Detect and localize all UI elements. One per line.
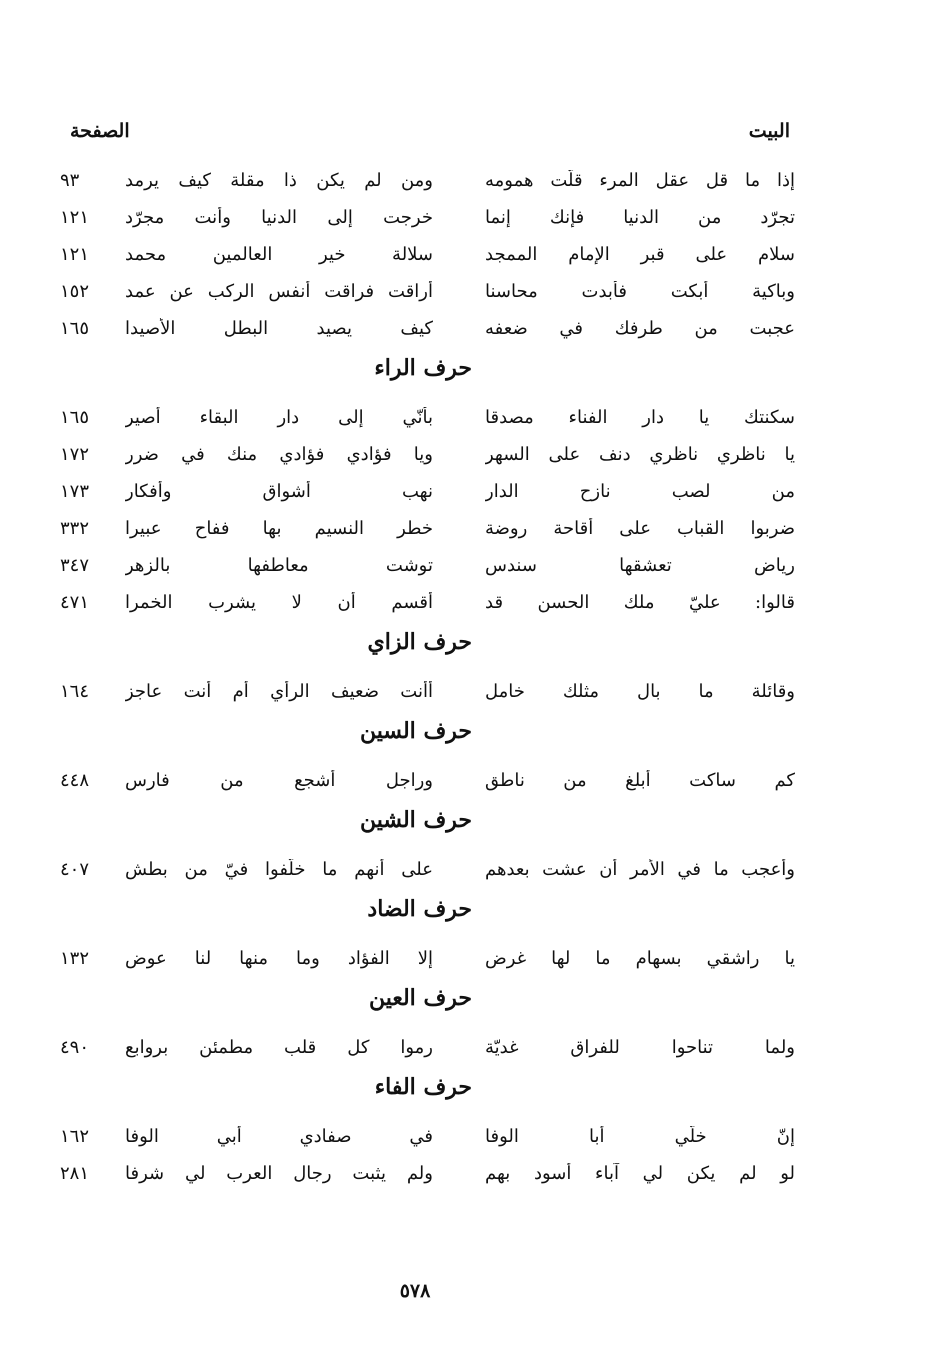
first-hemistich: قالوا: عليّ ملك الحسن قد — [485, 592, 795, 613]
verse-row — [0, 273, 940, 310]
verse-row — [0, 851, 940, 888]
page-reference: ١٦٤ — [60, 681, 90, 702]
page-reference: ١٦٥ — [60, 407, 90, 428]
page-reference: ٩٣ — [60, 170, 80, 191]
page-reference: ٢٨١ — [60, 1163, 90, 1184]
second-hemistich: نهب أشواق وأفكار — [125, 481, 433, 502]
verse-row — [0, 510, 940, 547]
first-hemistich: إذا ما قل عقل المرء قلّت همومه — [485, 170, 795, 191]
first-hemistich: وقائلة ما بال مثلك خامل — [485, 681, 795, 702]
first-hemistich: وأعجب ما في الأمر أن عشت بعدهم — [485, 859, 795, 880]
verse-row — [0, 199, 940, 236]
page-reference: ١٢١ — [60, 244, 90, 265]
second-hemistich: أقسم أن لا يشرب الخمرا — [125, 592, 433, 613]
page-reference: ٣٤٧ — [60, 555, 90, 576]
first-hemistich: رياض تعشقها سندس — [485, 555, 795, 576]
section-heading-text: حرف الشين — [359, 807, 472, 833]
section-heading — [0, 621, 940, 673]
first-hemistich: تجرّد من الدنيا فإنك إنما — [485, 207, 795, 228]
index-section — [0, 888, 940, 977]
section-heading-text: حرف الضاد — [367, 896, 472, 922]
section-heading-text: حرف الزاي — [367, 629, 472, 655]
index-section — [0, 799, 940, 888]
second-hemistich: توشت معاطفها بالزهر — [125, 555, 433, 576]
section-heading — [0, 888, 940, 940]
second-hemistich: رموا كل قلب مطمئن بروابع — [125, 1037, 433, 1058]
second-hemistich: ومن لم يكن ذا مقلة كيف يرمد — [125, 170, 433, 191]
second-hemistich: أأنت ضعيف الرأي أم أنت عاجز — [125, 681, 433, 702]
index-section — [0, 347, 940, 621]
page-number: ٥٧٨ — [399, 1280, 431, 1302]
first-hemistich: عجبت من طرفك في ضعفه — [485, 318, 795, 339]
second-hemistich: كيف يصيد البطل الأصيدا — [125, 318, 433, 339]
page-reference: ٤٩٠ — [60, 1037, 90, 1058]
second-hemistich: خرجت إلى الدنيا وأنت مجرّد — [125, 207, 433, 228]
second-hemistich: ويا فؤادي فؤادي منك في ضرر — [125, 444, 433, 465]
first-hemistich: سكنتك يا دار الفناء مصدقا — [485, 407, 795, 428]
section-heading-text: حرف السين — [359, 718, 472, 744]
verse-row — [0, 1155, 940, 1192]
section-heading — [0, 710, 940, 762]
section-heading-text: حرف الراء — [374, 355, 472, 381]
verse-row — [0, 673, 940, 710]
verse-row — [0, 1118, 940, 1155]
first-hemistich: كم ساكت أبلغ من ناطق — [485, 770, 795, 791]
first-hemistich: ولما تناحوا للفراق غديّة — [485, 1037, 795, 1058]
verse-row — [0, 473, 940, 510]
second-hemistich: سلالة خير العالمين محمد — [125, 244, 433, 265]
page-reference: ١٦٢ — [60, 1126, 90, 1147]
section-heading-text: حرف الفاء — [374, 1074, 472, 1100]
verse-row — [0, 436, 940, 473]
section-heading — [0, 1066, 940, 1118]
verse-row — [0, 399, 940, 436]
column-header-page: الصفحة — [70, 120, 130, 142]
page-reference: ٣٣٢ — [60, 518, 90, 539]
first-hemistich: يا راشقي بسهام ما لها غرض — [485, 948, 795, 969]
second-hemistich: إلا الفؤاد وما منها لنا عوض — [125, 948, 433, 969]
page-reference: ١٥٢ — [60, 281, 90, 302]
index-section — [0, 1066, 940, 1192]
verse-index — [0, 162, 940, 1192]
verse-row — [0, 584, 940, 621]
second-hemistich: وراجل أشجع من فارس — [125, 770, 433, 791]
first-hemistich: لو لم يكن لي آباء أسود بهم — [485, 1163, 795, 1184]
page-reference: ١٦٥ — [60, 318, 90, 339]
second-hemistich: أراقت فراقت أنفس الركب عن عمد — [125, 281, 433, 302]
index-section — [0, 977, 940, 1066]
first-hemistich: يا ناظري ناظري دنف على السهر — [485, 444, 795, 465]
page-reference: ١٧٢ — [60, 444, 90, 465]
first-hemistich: وباكية أبكت فأبدت محاسنا — [485, 281, 795, 302]
page-reference: ٤٧١ — [60, 592, 90, 613]
verse-row — [0, 162, 940, 199]
index-section — [0, 162, 940, 347]
verse-row — [0, 1029, 940, 1066]
section-heading — [0, 799, 940, 851]
verse-row — [0, 310, 940, 347]
verse-row — [0, 762, 940, 799]
verse-row — [0, 236, 940, 273]
second-hemistich: في صفادي أبي الوفا — [125, 1126, 433, 1147]
column-header-verse: البيت — [748, 120, 790, 142]
page-reference: ١٣٢ — [60, 948, 90, 969]
second-hemistich: ولم يثبت رجال العرب لي شرفا — [125, 1163, 433, 1184]
page-reference: ١٧٣ — [60, 481, 90, 502]
first-hemistich: سلام على قبر الإمام الممجد — [485, 244, 795, 265]
second-hemistich: خطر النسيم بها ففاح عبيرا — [125, 518, 433, 539]
section-heading — [0, 347, 940, 399]
second-hemistich: بأنّي إلى دار البقاء أصير — [125, 407, 433, 428]
section-heading — [0, 977, 940, 1029]
first-hemistich: ضربوا القباب على أقاحة روضة — [485, 518, 795, 539]
page-reference: ٤٤٨ — [60, 770, 90, 791]
first-hemistich: من لصب نازح الدار — [485, 481, 795, 502]
page-reference: ٤٠٧ — [60, 859, 90, 880]
page-reference: ١٢١ — [60, 207, 90, 228]
index-section — [0, 710, 940, 799]
verse-row — [0, 547, 940, 584]
index-section — [0, 621, 940, 710]
first-hemistich: إنّ خلّي أبا الوفا — [485, 1126, 795, 1147]
section-heading-text: حرف العين — [368, 985, 472, 1011]
verse-row — [0, 940, 940, 977]
second-hemistich: على أنهم ما خلّفوا فيّ من بطش — [125, 859, 433, 880]
